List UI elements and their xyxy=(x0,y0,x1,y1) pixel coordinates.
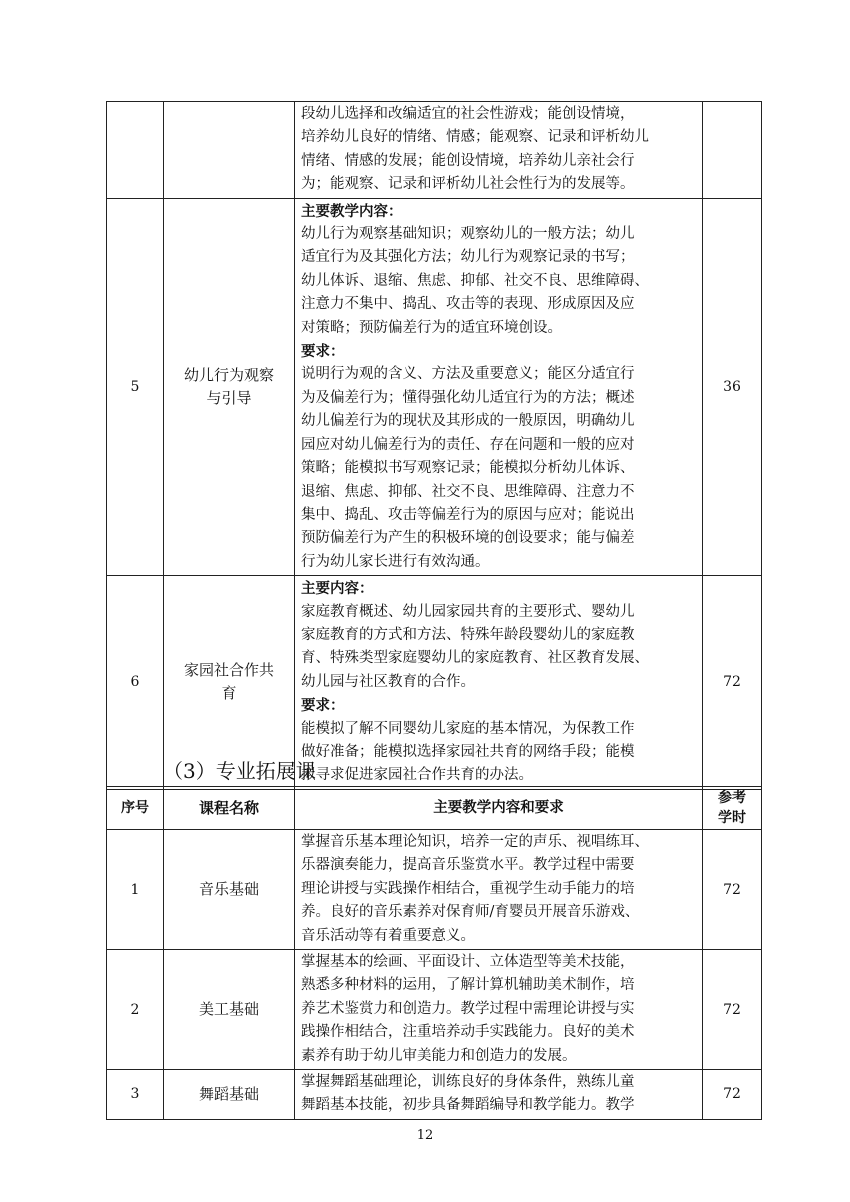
content-line: 培养幼儿良好的情绪、情感；能观察、记录和评析幼儿 xyxy=(301,129,649,146)
content-line: 策略；能模拟书写观察记录；能模拟分析幼儿体诉、 xyxy=(301,460,635,477)
content-line: 段幼儿选择和改编适宜的社会性游戏；能创设情境， xyxy=(301,106,635,122)
reference-hours xyxy=(703,102,762,199)
content-line: 为；能观察、记录和评析幼儿社会性行为的发展等。 xyxy=(301,176,635,193)
content-line: 幼儿行为观察基础知识；观察幼儿的一般方法；幼儿 xyxy=(301,226,635,243)
content-line: 适宜行为及其强化方法；幼儿行为观察记录的书写； xyxy=(301,249,635,266)
course-name xyxy=(164,102,295,199)
row-number: 2 xyxy=(107,950,164,1070)
course-content xyxy=(295,1070,703,1120)
professional-extension-course-table xyxy=(106,786,762,1120)
content-line: 舞蹈基本技能，初步具备舞蹈编导和教学能力。教学 xyxy=(301,1097,635,1114)
header-course-name: 课程名称 xyxy=(164,787,295,830)
content-line: 拟寻求促进家园社合作共育的办法。 xyxy=(301,767,533,784)
course-name-line: 家园社合作共 xyxy=(183,661,274,680)
course-name-line: 幼儿行为观察 xyxy=(183,365,274,384)
header-hours-line: 参考 xyxy=(718,790,746,806)
table-header-row xyxy=(107,787,762,830)
content-line: 预防偏差行为产生的积极环境的创设要求；能与偏差 xyxy=(301,530,635,547)
content-line: 素养有助于幼儿审美能力和创造力的发展。 xyxy=(301,1047,577,1064)
content-line: 做好准备；能模拟选择家园社共育的网络手段；能模 xyxy=(301,743,635,760)
course-content xyxy=(295,102,703,199)
reference-hours: 72 xyxy=(703,1070,762,1120)
content-line: 育、特殊类型家庭婴幼儿的家庭教育、社区教育发展、 xyxy=(301,650,649,667)
header-num: 序号 xyxy=(107,787,164,830)
content-line: 掌握音乐基本理论知识，培养一定的声乐、视唱练耳、 xyxy=(301,834,649,850)
row-number: 1 xyxy=(107,830,164,950)
reference-hours: 36 xyxy=(703,198,762,576)
page-number: 12 xyxy=(416,1128,434,1143)
row-number xyxy=(107,102,164,199)
content-line: 理论讲授与实践操作相结合，重视学生动手能力的培 xyxy=(301,880,635,897)
content-line: 为及偏差行为；懂得强化幼儿适宜行为的方法；概述 xyxy=(301,389,635,406)
course-name-line: 与引导 xyxy=(206,388,252,407)
header-content: 主要教学内容和要求 xyxy=(295,787,703,830)
course-name xyxy=(164,830,295,950)
content-subheading: 主要内容： xyxy=(301,580,374,598)
content-line: 能模拟了解不同婴幼儿家庭的基本情况，为保教工作 xyxy=(301,720,635,737)
header-hours-line: 学时 xyxy=(718,810,746,826)
content-line: 养艺术鉴赏力和创造力。教学过程中需理论讲授与实 xyxy=(301,1000,635,1017)
content-line: 家庭教育的方式和方法、特殊年龄段婴幼儿的家庭教 xyxy=(301,626,635,643)
curriculum-table-continued xyxy=(106,101,762,790)
course-content xyxy=(295,830,703,950)
reference-hours: 72 xyxy=(703,950,762,1070)
content-line: 家庭教育概述、幼儿园家园共育的主要形式、婴幼儿 xyxy=(301,603,635,620)
content-line: 对策略；预防偏差行为的适宜环境创设。 xyxy=(301,319,562,336)
content-line: 熟悉多种材料的运用，了解计算机辅助美术制作，培 xyxy=(301,977,635,994)
row-number: 6 xyxy=(107,576,164,790)
content-line: 幼儿园与社区教育的合作。 xyxy=(301,673,475,690)
content-line: 养。良好的音乐素养对保育师/育婴员开展音乐游戏、 xyxy=(301,904,640,921)
course-name xyxy=(164,1070,295,1120)
course-name-line: 舞蹈基础 xyxy=(198,1084,259,1103)
content-subheading: 要求： xyxy=(301,697,345,715)
content-line: 行为幼儿家长进行有效沟通。 xyxy=(301,553,490,570)
table-row xyxy=(107,198,762,576)
content-line: 说明行为观的含义、方法及重要意义；能区分适宜行 xyxy=(301,366,635,383)
section-title: （3）专业拓展课 xyxy=(163,759,316,783)
reference-hours: 72 xyxy=(703,830,762,950)
content-line: 集中、捣乱、攻击等偏差行为的原因与应对；能说出 xyxy=(301,506,635,523)
course-content xyxy=(295,576,703,790)
content-line: 音乐活动等有着重要意义。 xyxy=(301,927,475,944)
content-line: 掌握基本的绘画、平面设计、立体造型等美术技能， xyxy=(301,954,635,971)
content-line: 情绪、情感的发展；能创设情境，培养幼儿亲社会行 xyxy=(301,152,635,169)
course-name xyxy=(164,198,295,576)
course-name xyxy=(164,950,295,1070)
row-number: 3 xyxy=(107,1070,164,1120)
content-line: 园应对幼儿偏差行为的责任、存在问题和一般的应对 xyxy=(301,436,635,453)
course-name-line: 音乐基础 xyxy=(198,880,259,899)
table-row xyxy=(107,950,762,1070)
content-line: 乐器演奏能力，提高音乐鉴赏水平。教学过程中需要 xyxy=(301,857,635,874)
content-line: 掌握舞蹈基础理论，训练良好的身体条件，熟练儿童 xyxy=(301,1074,635,1091)
table-row xyxy=(107,102,762,199)
content-line: 幼儿体诉、退缩、焦虑、抑郁、社交不良、思维障碍、 xyxy=(301,272,649,289)
content-subheading: 要求： xyxy=(301,343,345,361)
content-subheading: 主要教学内容： xyxy=(301,202,403,220)
reference-hours: 72 xyxy=(703,576,762,790)
row-number: 5 xyxy=(107,198,164,576)
content-line: 退缩、焦虑、抑郁、社交不良、思维障碍、注意力不 xyxy=(301,483,635,500)
course-name-line: 育 xyxy=(221,684,237,703)
header-hours xyxy=(703,787,762,830)
course-content xyxy=(295,950,703,1070)
course-name-line: 美工基础 xyxy=(198,1000,259,1019)
content-line: 践操作相结合，注重培养动手实践能力。良好的美术 xyxy=(301,1024,635,1041)
content-line: 幼儿偏差行为的现状及其形成的一般原因，明确幼儿 xyxy=(301,413,635,430)
table-row xyxy=(107,830,762,950)
content-line: 注意力不集中、捣乱、攻击等的表现、形成原因及应 xyxy=(301,296,635,313)
course-content xyxy=(295,198,703,576)
table-row xyxy=(107,1070,762,1120)
